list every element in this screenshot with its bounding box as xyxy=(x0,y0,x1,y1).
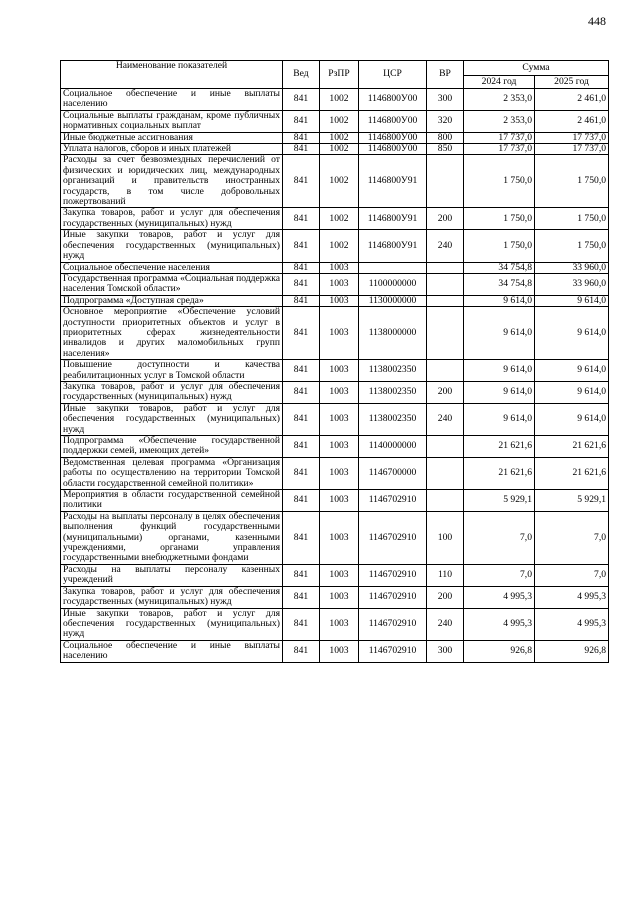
row-name-cell: Мероприятия в области государственной семейной политики xyxy=(61,490,283,512)
csr-cell: 1138002350 xyxy=(359,360,427,382)
csr-cell: 1130000000 xyxy=(359,295,427,306)
vr-cell xyxy=(427,295,464,306)
ved-cell: 841 xyxy=(283,89,320,111)
header-csr: ЦСР xyxy=(359,61,427,89)
csr-cell: 1146800У91 xyxy=(359,230,427,262)
ved-cell: 841 xyxy=(283,307,320,360)
vr-cell xyxy=(427,436,464,458)
sum-2024-cell: 1 750,0 xyxy=(464,230,535,262)
sum-2025-cell: 5 929,1 xyxy=(535,490,609,512)
row-name-cell: Уплата налогов, сборов и иных платежей xyxy=(61,144,283,155)
csr-cell: 1138002350 xyxy=(359,381,427,403)
row-name-cell: Закупка товаров, работ и услуг для обеспечения государственных (муниципальных) нужд xyxy=(61,208,283,230)
sum-2025-cell: 2 461,0 xyxy=(535,89,609,111)
csr-cell: 1146800У91 xyxy=(359,155,427,208)
csr-cell: 1146800У00 xyxy=(359,144,427,155)
table-row xyxy=(61,89,609,111)
table-row xyxy=(61,586,609,608)
csr-cell: 1146702910 xyxy=(359,640,427,662)
ved-cell: 841 xyxy=(283,360,320,382)
rzpr-cell: 1003 xyxy=(320,457,359,489)
table-row xyxy=(61,230,609,262)
row-name-cell: Ведомственная целевая программа «Организация работы по осуществлению на территории Томской области государственной семейной политики» xyxy=(61,457,283,489)
csr-cell: 1146702910 xyxy=(359,586,427,608)
sum-2025-cell: 9 614,0 xyxy=(535,403,609,435)
ved-cell: 841 xyxy=(283,490,320,512)
sum-2024-cell: 21 621,6 xyxy=(464,457,535,489)
row-name-cell: Социальное обеспечение и иные выплаты населению xyxy=(61,640,283,662)
ved-cell: 841 xyxy=(283,110,320,132)
csr-cell: 1138002350 xyxy=(359,403,427,435)
ved-cell: 841 xyxy=(283,403,320,435)
rzpr-cell: 1003 xyxy=(320,586,359,608)
sum-2025-cell: 4 995,3 xyxy=(535,608,609,640)
table-row xyxy=(61,144,609,155)
sum-2025-cell: 2 461,0 xyxy=(535,110,609,132)
rzpr-cell: 1003 xyxy=(320,640,359,662)
sum-2025-cell: 21 621,6 xyxy=(535,457,609,489)
sum-2025-cell: 17 737,0 xyxy=(535,144,609,155)
sum-2025-cell: 1 750,0 xyxy=(535,230,609,262)
csr-cell: 1100000000 xyxy=(359,273,427,295)
table-row xyxy=(61,436,609,458)
rzpr-cell: 1002 xyxy=(320,230,359,262)
vr-cell xyxy=(427,360,464,382)
ved-cell: 841 xyxy=(283,436,320,458)
row-name-cell: Подпрограмма «Доступная среда» xyxy=(61,295,283,306)
row-name-cell: Расходы за счет безвозмездных перечислений от физических и юридических лиц, международных организаций и правительств иностранных государств, в том числе добровольных пожертвований xyxy=(61,155,283,208)
ved-cell: 841 xyxy=(283,132,320,143)
vr-cell xyxy=(427,457,464,489)
rzpr-cell: 1002 xyxy=(320,110,359,132)
sum-2025-cell: 4 995,3 xyxy=(535,586,609,608)
vr-cell: 300 xyxy=(427,89,464,111)
vr-cell: 200 xyxy=(427,586,464,608)
rzpr-cell: 1003 xyxy=(320,381,359,403)
row-name-cell: Иные бюджетные ассигнования xyxy=(61,132,283,143)
vr-cell: 240 xyxy=(427,230,464,262)
row-name-cell: Расходы на выплаты персоналу в целях обеспечения выполнения функций государственными (муниципальными) органами, казенными учреждениями, органами управления государственными внебюджетными фондами xyxy=(61,511,283,564)
table-row xyxy=(61,132,609,143)
table-row xyxy=(61,273,609,295)
sum-2025-cell: 926,8 xyxy=(535,640,609,662)
sum-2024-cell: 4 995,3 xyxy=(464,586,535,608)
sum-2024-cell: 2 353,0 xyxy=(464,89,535,111)
header-ved: Вед xyxy=(283,61,320,89)
ved-cell: 841 xyxy=(283,586,320,608)
sum-2025-cell: 9 614,0 xyxy=(535,360,609,382)
ved-cell: 841 xyxy=(283,208,320,230)
rzpr-cell: 1003 xyxy=(320,490,359,512)
sum-2024-cell: 1 750,0 xyxy=(464,155,535,208)
sum-2024-cell: 17 737,0 xyxy=(464,132,535,143)
csr-cell: 1146702910 xyxy=(359,511,427,564)
table-row xyxy=(61,490,609,512)
csr-cell xyxy=(359,262,427,273)
vr-cell: 240 xyxy=(427,608,464,640)
ved-cell: 841 xyxy=(283,608,320,640)
sum-2024-cell: 9 614,0 xyxy=(464,307,535,360)
rzpr-cell: 1003 xyxy=(320,403,359,435)
row-name-cell: Социальное обеспечение и иные выплаты населению xyxy=(61,89,283,111)
sum-2025-cell: 21 621,6 xyxy=(535,436,609,458)
sum-2024-cell: 34 754,8 xyxy=(464,262,535,273)
sum-2025-cell: 17 737,0 xyxy=(535,132,609,143)
table-row xyxy=(61,295,609,306)
row-name-cell: Иные закупки товаров, работ и услуг для обеспечения государственных (муниципальных) нужд xyxy=(61,608,283,640)
vr-cell: 110 xyxy=(427,564,464,586)
header-year-2025: 2025 год xyxy=(535,76,609,89)
sum-2024-cell: 4 995,3 xyxy=(464,608,535,640)
budget-table xyxy=(60,60,609,663)
csr-cell: 1146702910 xyxy=(359,564,427,586)
sum-2025-cell: 33 960,0 xyxy=(535,273,609,295)
sum-2025-cell: 9 614,0 xyxy=(535,295,609,306)
table-row xyxy=(61,262,609,273)
table-row xyxy=(61,360,609,382)
row-name-cell: Иные закупки товаров, работ и услуг для обеспечения государственных (муниципальных) нужд xyxy=(61,230,283,262)
table-row xyxy=(61,208,609,230)
row-name-cell: Государственная программа «Социальная поддержка населения Томской области» xyxy=(61,273,283,295)
table-row xyxy=(61,511,609,564)
vr-cell: 100 xyxy=(427,511,464,564)
csr-cell: 1146702910 xyxy=(359,608,427,640)
header-rzpr: РзПР xyxy=(320,61,359,89)
vr-cell xyxy=(427,262,464,273)
vr-cell: 320 xyxy=(427,110,464,132)
rzpr-cell: 1002 xyxy=(320,208,359,230)
rzpr-cell: 1002 xyxy=(320,155,359,208)
sum-2024-cell: 5 929,1 xyxy=(464,490,535,512)
sum-2025-cell: 33 960,0 xyxy=(535,262,609,273)
rzpr-cell: 1003 xyxy=(320,307,359,360)
table-row xyxy=(61,381,609,403)
ved-cell: 841 xyxy=(283,295,320,306)
table-row xyxy=(61,640,609,662)
vr-cell: 240 xyxy=(427,403,464,435)
sum-2024-cell: 9 614,0 xyxy=(464,381,535,403)
vr-cell xyxy=(427,155,464,208)
header-name: Наименование показателей xyxy=(61,61,283,89)
vr-cell: 850 xyxy=(427,144,464,155)
vr-cell: 200 xyxy=(427,208,464,230)
sum-2024-cell: 1 750,0 xyxy=(464,208,535,230)
rzpr-cell: 1003 xyxy=(320,564,359,586)
sum-2024-cell: 7,0 xyxy=(464,511,535,564)
csr-cell: 1140000000 xyxy=(359,436,427,458)
rzpr-cell: 1003 xyxy=(320,360,359,382)
rzpr-cell: 1003 xyxy=(320,273,359,295)
row-name-cell: Закупка товаров, работ и услуг для обеспечения государственных (муниципальных) нужд xyxy=(61,586,283,608)
ved-cell: 841 xyxy=(283,144,320,155)
ved-cell: 841 xyxy=(283,457,320,489)
row-name-cell: Основное мероприятие «Обеспечение условий доступности приоритетных объектов и услуг в приоритетных сферах жизнедеятельности инвалидов и других маломобильных групп населения» xyxy=(61,307,283,360)
sum-2024-cell: 7,0 xyxy=(464,564,535,586)
ved-cell: 841 xyxy=(283,262,320,273)
row-name-cell: Иные закупки товаров, работ и услуг для обеспечения государственных (муниципальных) нужд xyxy=(61,403,283,435)
ved-cell: 841 xyxy=(283,564,320,586)
vr-cell: 800 xyxy=(427,132,464,143)
sum-2025-cell: 9 614,0 xyxy=(535,381,609,403)
row-name-cell: Социальное обеспечение населения xyxy=(61,262,283,273)
table-row xyxy=(61,564,609,586)
vr-cell: 300 xyxy=(427,640,464,662)
header-year-2024: 2024 год xyxy=(464,76,535,89)
sum-2025-cell: 1 750,0 xyxy=(535,155,609,208)
sum-2025-cell: 1 750,0 xyxy=(535,208,609,230)
table-row xyxy=(61,457,609,489)
table-row xyxy=(61,110,609,132)
sum-2024-cell: 9 614,0 xyxy=(464,295,535,306)
vr-cell xyxy=(427,490,464,512)
sum-2024-cell: 9 614,0 xyxy=(464,403,535,435)
csr-cell: 1146800У00 xyxy=(359,132,427,143)
page-number: 448 xyxy=(588,14,606,28)
vr-cell: 200 xyxy=(427,381,464,403)
sum-2024-cell: 2 353,0 xyxy=(464,110,535,132)
row-name-cell: Подпрограмма «Обеспечение государственной поддержки семей, имеющих детей» xyxy=(61,436,283,458)
ved-cell: 841 xyxy=(283,511,320,564)
csr-cell: 1138000000 xyxy=(359,307,427,360)
csr-cell: 1146800У91 xyxy=(359,208,427,230)
rzpr-cell: 1002 xyxy=(320,144,359,155)
rzpr-cell: 1003 xyxy=(320,436,359,458)
sum-2024-cell: 21 621,6 xyxy=(464,436,535,458)
table-row xyxy=(61,608,609,640)
row-name-cell: Закупка товаров, работ и услуг для обеспечения государственных (муниципальных) нужд xyxy=(61,381,283,403)
sum-2025-cell: 7,0 xyxy=(535,564,609,586)
table-row xyxy=(61,155,609,208)
ved-cell: 841 xyxy=(283,640,320,662)
row-name-cell: Повышение доступности и качества реабилитационных услуг в Томской области xyxy=(61,360,283,382)
ved-cell: 841 xyxy=(283,273,320,295)
rzpr-cell: 1003 xyxy=(320,511,359,564)
sum-2024-cell: 926,8 xyxy=(464,640,535,662)
ved-cell: 841 xyxy=(283,230,320,262)
ved-cell: 841 xyxy=(283,381,320,403)
sum-2024-cell: 17 737,0 xyxy=(464,144,535,155)
header-sum: Сумма xyxy=(464,61,609,76)
table-body xyxy=(61,89,609,663)
rzpr-cell: 1003 xyxy=(320,262,359,273)
csr-cell: 1146700000 xyxy=(359,457,427,489)
csr-cell: 1146800У00 xyxy=(359,89,427,111)
rzpr-cell: 1002 xyxy=(320,89,359,111)
row-name-cell: Социальные выплаты гражданам, кроме публичных нормативных социальных выплат xyxy=(61,110,283,132)
rzpr-cell: 1002 xyxy=(320,132,359,143)
sum-2025-cell: 7,0 xyxy=(535,511,609,564)
ved-cell: 841 xyxy=(283,155,320,208)
vr-cell xyxy=(427,307,464,360)
sum-2024-cell: 34 754,8 xyxy=(464,273,535,295)
vr-cell xyxy=(427,273,464,295)
sum-2024-cell: 9 614,0 xyxy=(464,360,535,382)
rzpr-cell: 1003 xyxy=(320,295,359,306)
table-row xyxy=(61,403,609,435)
csr-cell: 1146702910 xyxy=(359,490,427,512)
header-vr: ВР xyxy=(427,61,464,89)
table-row xyxy=(61,307,609,360)
csr-cell: 1146800У00 xyxy=(359,110,427,132)
sum-2025-cell: 9 614,0 xyxy=(535,307,609,360)
rzpr-cell: 1003 xyxy=(320,608,359,640)
row-name-cell: Расходы на выплаты персоналу казенных учреждений xyxy=(61,564,283,586)
